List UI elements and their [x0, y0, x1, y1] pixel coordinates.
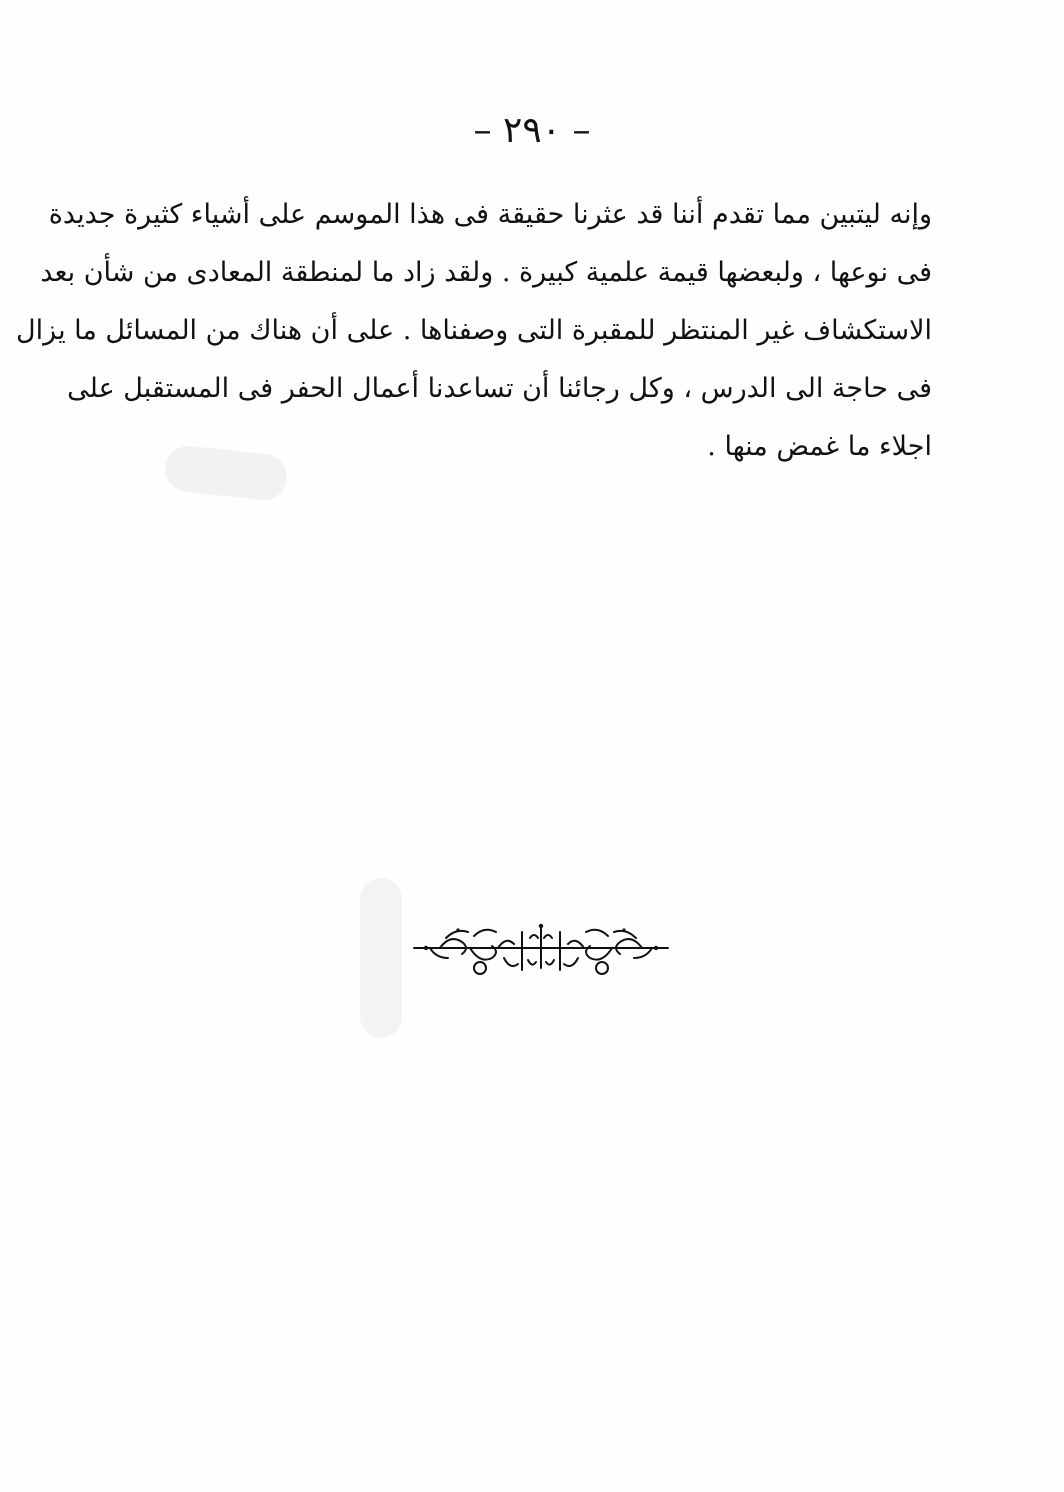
fleuron-ornament-icon	[410, 918, 672, 984]
body-paragraph	[16, 186, 932, 476]
text-line-5: اجلاء ما غمض منها .	[707, 431, 932, 462]
text-line-1: وإنه ليتبين مما تقدم أننا قد عثرنا حقيقة فى هذا الموسم على أشياء كثيرة جديدة	[48, 199, 932, 230]
paper-smudge	[360, 878, 402, 1038]
text-line-2: فى نوعها ، ولبعضها قيمة علمية كبيرة . ولقد زاد ما لمنطقة المعادى من شأن بعد	[40, 257, 932, 288]
text-line-3: الاستكشاف غير المنتظر للمقبرة التى وصفناها . على أن هناك من المسائل ما يزال	[16, 315, 932, 346]
text-line-4: فى حاجة الى الدرس ، وكل رجائنا أن تساعدنا أعمال الحفر فى المستقبل على	[67, 373, 932, 404]
page-number: – ٢٩٠ –	[473, 110, 591, 151]
